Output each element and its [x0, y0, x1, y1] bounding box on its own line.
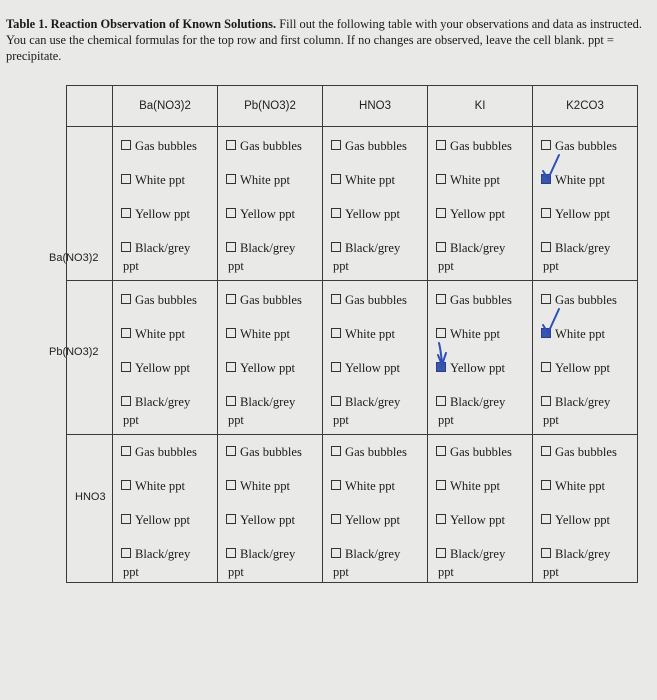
option-label: Yellow ppt	[345, 513, 401, 527]
option-label: Yellow ppt	[345, 361, 401, 375]
option-label: Yellow ppt	[555, 513, 611, 527]
checkbox[interactable]	[226, 514, 236, 524]
cell-ba-no3-2-ki	[428, 127, 533, 281]
option-yellow-ppt[interactable]	[331, 207, 400, 222]
option-yellow-ppt[interactable]	[226, 513, 295, 528]
row-label: Pb(NO3)2	[49, 346, 99, 358]
caption-title: Table 1. Reaction Observation of Known Solutions.	[6, 17, 277, 31]
cell-ba-no3-2-k2co3	[533, 127, 638, 281]
cell-pb-no3-2-ki	[428, 281, 533, 435]
checkbox[interactable]	[541, 396, 551, 406]
checkbox[interactable]	[436, 208, 446, 218]
option-gas-bubbles[interactable]	[541, 445, 617, 460]
option-white-ppt[interactable]	[436, 479, 500, 494]
option-black-grey[interactable]	[331, 241, 400, 256]
col-header-ki: KI	[428, 86, 533, 127]
table-row	[67, 435, 638, 583]
option-label: Gas bubbles	[555, 445, 617, 459]
cell-ba-no3-2-hno3	[323, 127, 428, 281]
option-white-ppt[interactable]	[541, 479, 605, 494]
option-black-grey[interactable]	[121, 395, 190, 410]
option-gas-bubbles[interactable]	[436, 445, 512, 460]
checkbox[interactable]	[541, 362, 551, 372]
col-header-k2co3: K2CO3	[533, 86, 638, 127]
checkbox[interactable]	[121, 362, 131, 372]
option-black-grey[interactable]	[436, 395, 505, 410]
option-gas-bubbles[interactable]	[226, 445, 302, 460]
row-header-pb-no3-2	[49, 281, 113, 435]
checkbox[interactable]	[121, 446, 131, 456]
option-label: Gas bubbles	[135, 139, 197, 153]
option-gas-bubbles[interactable]	[121, 293, 197, 308]
checkbox[interactable]	[331, 294, 341, 304]
option-black-grey[interactable]	[226, 241, 295, 256]
option-label: Gas bubbles	[240, 445, 302, 459]
option-white-ppt[interactable]	[436, 327, 500, 342]
checkbox[interactable]	[541, 140, 551, 150]
checkbox[interactable]	[331, 242, 341, 252]
option-white-ppt[interactable]	[121, 173, 185, 188]
option-white-ppt[interactable]	[436, 173, 500, 188]
checkbox[interactable]	[226, 328, 236, 338]
option-label: White ppt	[345, 327, 396, 341]
option-label: Yellow ppt	[450, 361, 506, 375]
option-label: Gas bubbles	[345, 139, 407, 153]
checkbox[interactable]	[121, 548, 131, 558]
option-yellow-ppt[interactable]	[121, 207, 190, 222]
option-label: White ppt	[450, 173, 501, 187]
option-gas-bubbles[interactable]	[121, 139, 197, 154]
option-gas-bubbles[interactable]	[331, 445, 407, 460]
option-yellow-ppt[interactable]	[436, 207, 505, 222]
option-yellow-ppt[interactable]	[226, 207, 295, 222]
checkbox[interactable]	[226, 446, 236, 456]
ppt-label: ppt	[333, 565, 349, 579]
checkbox[interactable]	[121, 480, 131, 490]
cell-hno3-ki	[428, 435, 533, 583]
option-yellow-ppt[interactable]	[541, 513, 610, 528]
option-black-grey[interactable]	[121, 547, 190, 562]
check-mark-icon	[539, 153, 563, 183]
checkbox[interactable]	[436, 446, 446, 456]
checkbox[interactable]	[121, 514, 131, 524]
option-gas-bubbles[interactable]	[436, 139, 512, 154]
checkbox[interactable]	[331, 480, 341, 490]
option-white-ppt[interactable]	[226, 327, 290, 342]
checkbox[interactable]	[331, 328, 341, 338]
option-label: Black/grey	[135, 241, 191, 255]
option-gas-bubbles[interactable]	[541, 293, 617, 308]
option-black-grey[interactable]	[331, 547, 400, 562]
option-label: Yellow ppt	[555, 361, 611, 375]
option-label: Gas bubbles	[555, 293, 617, 307]
option-label: Yellow ppt	[240, 361, 296, 375]
checkbox[interactable]	[226, 396, 236, 406]
checkbox[interactable]	[436, 480, 446, 490]
option-label: Yellow ppt	[135, 513, 191, 527]
checkbox[interactable]	[226, 208, 236, 218]
checkbox[interactable]	[226, 174, 236, 184]
observation-table	[49, 85, 638, 583]
check-mark-icon	[434, 341, 458, 371]
option-label: White ppt	[135, 479, 186, 493]
option-label: Black/grey	[555, 241, 611, 255]
checkbox[interactable]	[331, 548, 341, 558]
header-row	[67, 86, 638, 127]
option-white-ppt[interactable]	[226, 173, 290, 188]
option-label: Black/grey	[240, 241, 296, 255]
option-gas-bubbles[interactable]	[436, 293, 512, 308]
option-gas-bubbles[interactable]	[121, 445, 197, 460]
option-label: Black/grey	[555, 547, 611, 561]
checkbox[interactable]	[121, 174, 131, 184]
col-header-ba: Ba(NO3)2	[113, 86, 218, 127]
checkbox[interactable]	[226, 242, 236, 252]
option-yellow-ppt[interactable]	[541, 361, 610, 376]
ppt-label: ppt	[333, 259, 349, 273]
ppt-label: ppt	[123, 565, 139, 579]
option-white-ppt[interactable]	[121, 479, 185, 494]
cell-hno3-ba-no3-2	[113, 435, 218, 583]
option-label: White ppt	[555, 479, 606, 493]
option-label: Gas bubbles	[240, 293, 302, 307]
option-label: White ppt	[345, 173, 396, 187]
checkbox[interactable]	[331, 396, 341, 406]
option-black-grey[interactable]	[541, 547, 610, 562]
checkbox[interactable]	[331, 362, 341, 372]
option-white-ppt[interactable]	[121, 327, 185, 342]
option-label: Gas bubbles	[345, 293, 407, 307]
checkbox[interactable]	[541, 480, 551, 490]
checkbox[interactable]	[331, 446, 341, 456]
checkbox[interactable]	[121, 242, 131, 252]
checkbox[interactable]	[436, 294, 446, 304]
option-white-ppt[interactable]	[331, 173, 395, 188]
option-black-grey[interactable]	[331, 395, 400, 410]
ppt-label: ppt	[228, 259, 244, 273]
checkbox[interactable]	[226, 480, 236, 490]
checkbox[interactable]	[436, 514, 446, 524]
option-yellow-ppt[interactable]	[331, 361, 400, 376]
option-label: Black/grey	[135, 547, 191, 561]
option-black-grey[interactable]	[541, 241, 610, 256]
option-yellow-ppt[interactable]	[331, 513, 400, 528]
table-row	[67, 127, 638, 281]
checkbox[interactable]	[541, 446, 551, 456]
checkbox[interactable]	[541, 294, 551, 304]
checkbox[interactable]	[436, 548, 446, 558]
option-black-grey[interactable]	[436, 547, 505, 562]
option-label: Black/grey	[240, 547, 296, 561]
table-row	[67, 281, 638, 435]
cell-hno3-pb-no3-2	[218, 435, 323, 583]
option-label: Gas bubbles	[345, 445, 407, 459]
option-gas-bubbles[interactable]	[226, 293, 302, 308]
option-label: Black/grey	[345, 241, 401, 255]
checkbox[interactable]	[226, 294, 236, 304]
option-label: Gas bubbles	[240, 139, 302, 153]
option-label: Black/grey	[135, 395, 191, 409]
ppt-label: ppt	[438, 565, 454, 579]
option-white-ppt[interactable]	[331, 327, 395, 342]
checkbox[interactable]	[436, 140, 446, 150]
option-yellow-ppt[interactable]	[226, 361, 295, 376]
option-label: Yellow ppt	[135, 361, 191, 375]
checkbox[interactable]	[121, 328, 131, 338]
cell-hno3-hno3	[323, 435, 428, 583]
option-label: Yellow ppt	[450, 207, 506, 221]
option-gas-bubbles[interactable]	[226, 139, 302, 154]
option-label: Black/grey	[450, 241, 506, 255]
option-white-ppt[interactable]	[226, 479, 290, 494]
ppt-label: ppt	[228, 413, 244, 427]
checkbox[interactable]	[541, 242, 551, 252]
option-label: Gas bubbles	[450, 293, 512, 307]
option-white-ppt[interactable]	[331, 479, 395, 494]
option-label: Gas bubbles	[135, 445, 197, 459]
ppt-label: ppt	[438, 259, 454, 273]
option-label: Black/grey	[450, 547, 506, 561]
option-black-grey[interactable]	[541, 395, 610, 410]
ppt-label: ppt	[543, 413, 559, 427]
option-label: White ppt	[240, 327, 291, 341]
ppt-label: ppt	[543, 259, 559, 273]
checkbox[interactable]	[226, 548, 236, 558]
checkbox[interactable]	[331, 174, 341, 184]
option-black-grey[interactable]	[226, 547, 295, 562]
checkbox[interactable]	[436, 174, 446, 184]
option-label: Gas bubbles	[450, 445, 512, 459]
checkbox[interactable]	[436, 396, 446, 406]
row-label: Ba(NO3)2	[49, 252, 99, 264]
option-black-grey[interactable]	[226, 395, 295, 410]
option-label: Black/grey	[450, 395, 506, 409]
option-label: White ppt	[450, 479, 501, 493]
option-label: White ppt	[450, 327, 501, 341]
option-yellow-ppt[interactable]	[121, 513, 190, 528]
option-label: Black/grey	[345, 547, 401, 561]
option-label: Gas bubbles	[450, 139, 512, 153]
col-header-pb: Pb(NO3)2	[218, 86, 323, 127]
checkbox[interactable]	[121, 140, 131, 150]
option-label: Gas bubbles	[555, 139, 617, 153]
option-gas-bubbles[interactable]	[331, 293, 407, 308]
checkbox[interactable]	[541, 514, 551, 524]
row-header-ba-no3-2	[49, 127, 113, 281]
ppt-label: ppt	[438, 413, 454, 427]
cell-ba-no3-2-pb-no3-2	[218, 127, 323, 281]
option-label: Black/grey	[555, 395, 611, 409]
option-yellow-ppt[interactable]	[436, 513, 505, 528]
option-black-grey[interactable]	[436, 241, 505, 256]
cell-pb-no3-2-pb-no3-2	[218, 281, 323, 435]
option-label: White ppt	[555, 327, 606, 341]
col-header-hno3: HNO3	[323, 86, 428, 127]
option-label: White ppt	[240, 173, 291, 187]
option-gas-bubbles[interactable]	[331, 139, 407, 154]
option-label: White ppt	[135, 327, 186, 341]
option-label: White ppt	[555, 173, 606, 187]
option-label: Gas bubbles	[135, 293, 197, 307]
table-caption	[6, 16, 646, 64]
cell-hno3-k2co3	[533, 435, 638, 583]
option-yellow-ppt[interactable]	[121, 361, 190, 376]
option-gas-bubbles[interactable]	[541, 139, 617, 154]
checkbox[interactable]	[121, 396, 131, 406]
checkbox[interactable]	[226, 362, 236, 372]
cell-pb-no3-2-k2co3	[533, 281, 638, 435]
checkbox[interactable]	[541, 208, 551, 218]
checkbox[interactable]	[541, 548, 551, 558]
option-label: White ppt	[135, 173, 186, 187]
option-label: Yellow ppt	[240, 207, 296, 221]
ppt-label: ppt	[123, 259, 139, 273]
option-label: Yellow ppt	[240, 513, 296, 527]
option-label: White ppt	[345, 479, 396, 493]
option-label: Yellow ppt	[345, 207, 401, 221]
option-label: Black/grey	[345, 395, 401, 409]
check-mark-icon	[539, 307, 563, 337]
cell-ba-no3-2-ba-no3-2	[113, 127, 218, 281]
ppt-label: ppt	[543, 565, 559, 579]
ppt-label: ppt	[123, 413, 139, 427]
option-label: Yellow ppt	[135, 207, 191, 221]
corner-cell	[67, 86, 113, 127]
option-label: Yellow ppt	[555, 207, 611, 221]
option-yellow-ppt[interactable]	[541, 207, 610, 222]
checkbox[interactable]	[436, 242, 446, 252]
caption-text: Fill out the following table with your observations and data as instructed. You can use the chemical formulas for the top row and first column. If no changes are observed, leave the cell blank. ppt = precipitate.	[6, 17, 642, 63]
checkbox[interactable]	[121, 208, 131, 218]
checkbox[interactable]	[226, 140, 236, 150]
checkbox[interactable]	[331, 208, 341, 218]
option-label: White ppt	[240, 479, 291, 493]
checkbox[interactable]	[331, 140, 341, 150]
option-black-grey[interactable]	[121, 241, 190, 256]
row-label: HNO3	[75, 491, 106, 503]
cell-pb-no3-2-ba-no3-2	[113, 281, 218, 435]
checkbox[interactable]	[121, 294, 131, 304]
option-label: Yellow ppt	[450, 513, 506, 527]
row-header-hno3	[67, 435, 113, 583]
checkbox[interactable]	[331, 514, 341, 524]
option-label: Black/grey	[240, 395, 296, 409]
checkbox[interactable]	[436, 328, 446, 338]
ppt-label: ppt	[333, 413, 349, 427]
ppt-label: ppt	[228, 565, 244, 579]
cell-pb-no3-2-hno3	[323, 281, 428, 435]
